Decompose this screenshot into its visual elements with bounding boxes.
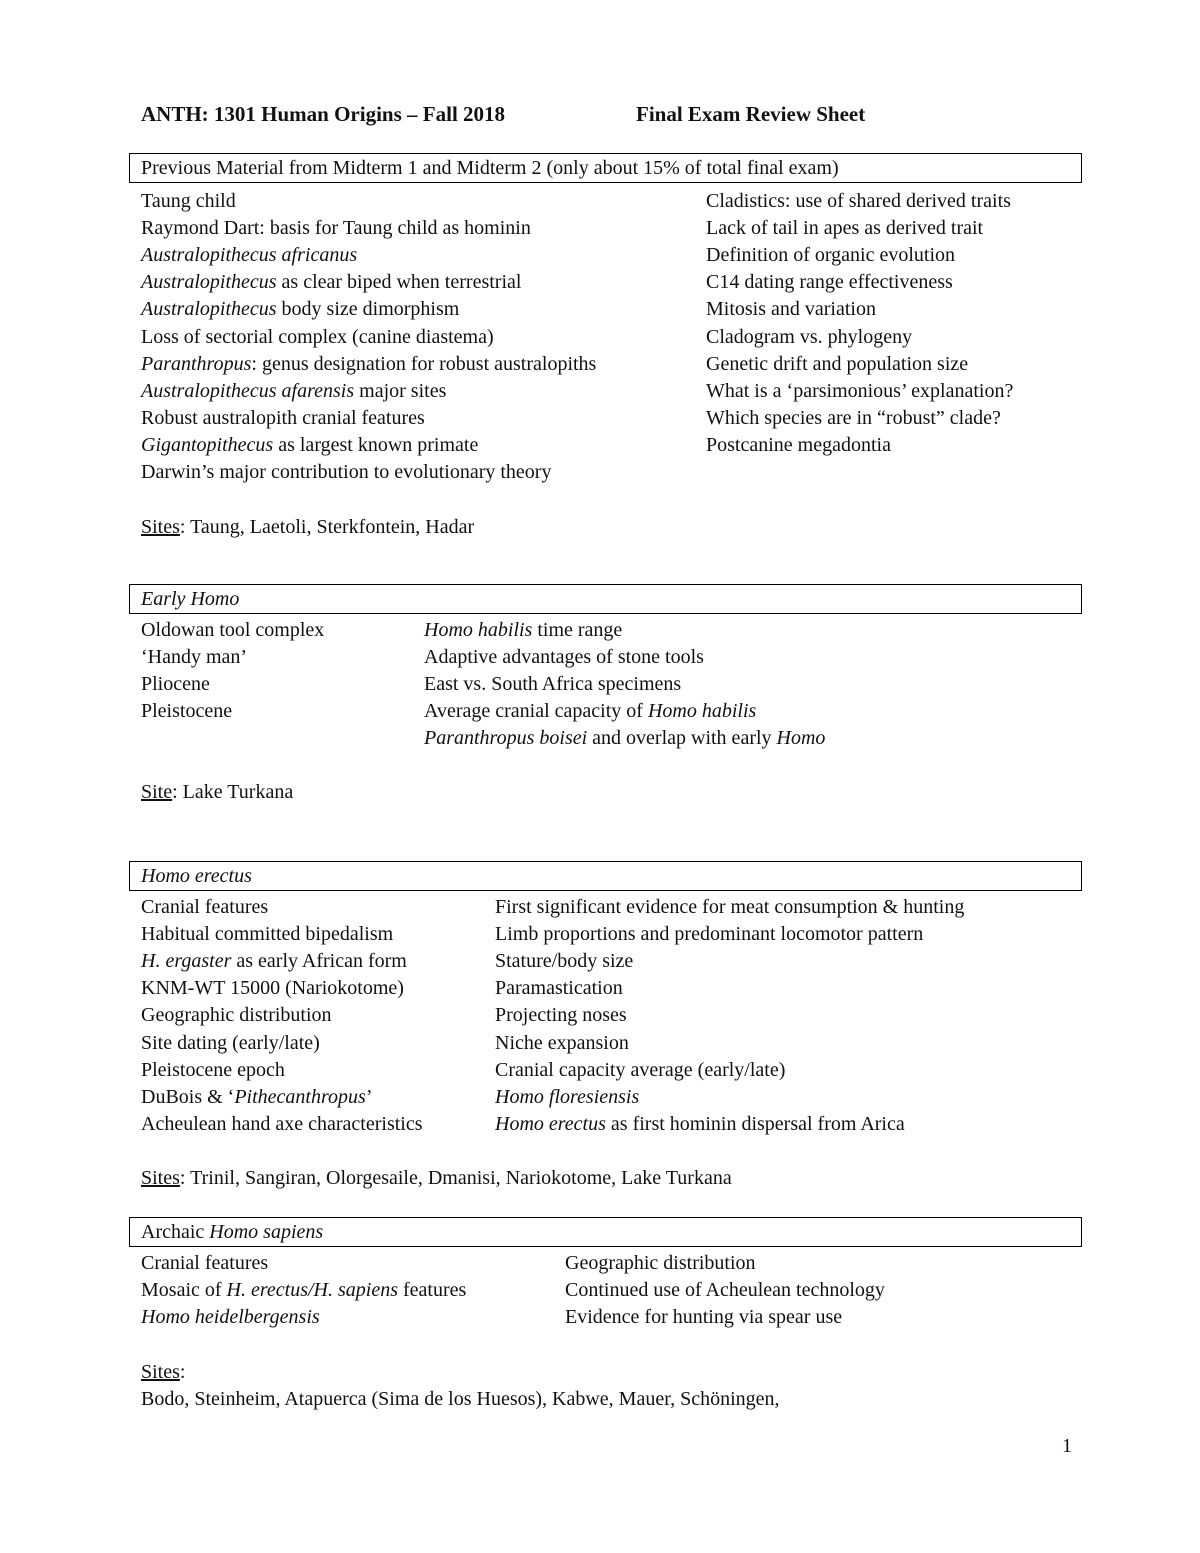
- review-item: [141, 698, 232, 724]
- review-item: [141, 1002, 332, 1028]
- review-item: [495, 894, 964, 920]
- italic-run: Early: [141, 588, 191, 610]
- review-item: [495, 1111, 905, 1137]
- review-item: [495, 1030, 629, 1056]
- text-run: Pliocene: [141, 673, 210, 696]
- review-item: [706, 215, 983, 241]
- text-run: Genetic drift and population size: [706, 352, 969, 375]
- review-item: [141, 269, 521, 295]
- review-item: [141, 242, 357, 268]
- sites-list: : Lake Turkana: [172, 781, 294, 803]
- text-run: as first hominin dispersal from Arica: [605, 1112, 905, 1135]
- review-item: [141, 1030, 320, 1056]
- sites-label: Sites: [141, 1167, 180, 1189]
- review-item: [424, 644, 704, 670]
- review-item: [141, 405, 425, 431]
- page-number: 1: [1062, 1435, 1072, 1457]
- review-item: [495, 1084, 639, 1110]
- text-run: Archaic: [141, 1221, 210, 1243]
- text-run: Adaptive advantages of stone tools: [424, 646, 704, 669]
- text-run: as largest known primate: [273, 433, 479, 456]
- text-run: as clear biped when terrestrial: [276, 271, 522, 294]
- text-run: Postcanine megadontia: [706, 433, 891, 456]
- text-run: major sites: [354, 379, 447, 402]
- review-item: [141, 324, 494, 350]
- italic-run: Homo erectus: [141, 865, 252, 887]
- italic-run: Australopithecus: [141, 271, 277, 294]
- text-run: Site dating (early/late): [141, 1031, 320, 1054]
- review-item: [495, 948, 633, 974]
- course-title: ANTH: 1301 Human Origins – Fall 2018: [141, 102, 506, 126]
- review-item: [424, 698, 756, 724]
- review-item: [495, 1002, 627, 1028]
- text-run: : genus designation for robust australopiths: [251, 352, 597, 375]
- text-run: Lack of tail in apes as derived trait: [706, 217, 984, 240]
- text-run: Evidence for hunting via spear use: [565, 1306, 843, 1329]
- italic-run: Homo: [776, 727, 826, 750]
- text-run: Niche expansion: [495, 1031, 629, 1054]
- text-run: Stature/body size: [495, 950, 634, 973]
- review-item: [141, 671, 210, 697]
- review-item: [706, 242, 955, 268]
- text-run: DuBois & ‘: [141, 1085, 235, 1108]
- review-item: [565, 1304, 842, 1330]
- review-item: [141, 1250, 268, 1276]
- section-header-box: [129, 584, 1082, 614]
- sites-list: :: [179, 1361, 186, 1383]
- italic-run: Paranthropus: [141, 352, 252, 375]
- italic-run: Australopithecus africanus: [141, 244, 358, 267]
- italic-run: Gigantopithecus: [141, 433, 274, 456]
- sites-line: [141, 1359, 185, 1385]
- text-run: Habitual committed bipedalism: [141, 923, 394, 946]
- review-item: [495, 921, 923, 947]
- italic-run: Australopithecus: [141, 298, 277, 321]
- italic-run: Homo heidelbergensis: [141, 1306, 320, 1329]
- review-item: [141, 921, 393, 947]
- text-run: Previous Material from Midterm 1 and Midterm 2 (only about 15% of total final exam): [141, 157, 839, 179]
- sites-label: Sites: [141, 1361, 180, 1383]
- review-item: [141, 432, 478, 458]
- review-item: [141, 296, 459, 322]
- sites-list: : Trinil, Sangiran, Olorgesaile, Dmanisi, Nariokotome, Lake Turkana: [179, 1167, 732, 1189]
- text-run: C14 dating range effectiveness: [706, 271, 953, 294]
- review-item: [141, 1111, 423, 1137]
- document-title: Final Exam Review Sheet: [636, 102, 866, 126]
- text-run: Loss of sectorial complex (canine diastema): [141, 325, 494, 348]
- sites-list-continued: Bodo, Steinheim, Atapuerca (Sima de los Huesos), Kabwe, Mauer, Schöningen,: [141, 1388, 780, 1410]
- text-run: body size dimorphism: [276, 298, 460, 321]
- review-item: [706, 188, 1011, 214]
- section-header-box: [129, 1217, 1082, 1247]
- text-run: What is a ‘parsimonious’ explanation?: [706, 379, 1014, 402]
- text-run: Projecting noses: [495, 1004, 627, 1027]
- text-run: Definition of organic evolution: [706, 244, 956, 267]
- sites-line: [141, 779, 293, 805]
- review-item: [706, 432, 891, 458]
- sites-line: [141, 514, 474, 540]
- italic-run: H. ergaster: [141, 950, 232, 973]
- text-run: Continued use of Acheulean technology: [565, 1279, 885, 1302]
- review-item: [706, 296, 876, 322]
- text-run: ’: [365, 1085, 373, 1108]
- review-item: [141, 644, 247, 670]
- text-run: time range: [532, 619, 623, 641]
- text-run: Oldowan tool complex: [141, 619, 325, 641]
- italic-run: Pithecanthropus: [234, 1085, 366, 1108]
- text-run: and overlap with early: [587, 727, 777, 750]
- sites-label: Site: [141, 781, 173, 803]
- review-item: [141, 1057, 285, 1083]
- review-item: [565, 1277, 885, 1303]
- review-item: [565, 1250, 756, 1276]
- text-run: features: [398, 1279, 467, 1302]
- review-item: [706, 378, 1013, 404]
- text-run: ‘Handy man’: [141, 646, 248, 669]
- review-item: [706, 351, 968, 377]
- text-run: East vs. South Africa specimens: [424, 673, 682, 696]
- text-run: Cladistics: use of shared derived traits: [706, 190, 1011, 212]
- review-item: [141, 617, 324, 643]
- text-run: Cranial features: [141, 1252, 269, 1274]
- text-run: Pleistocene epoch: [141, 1058, 285, 1081]
- italic-run: Homo sapiens: [209, 1221, 324, 1243]
- italic-run: Homo: [190, 588, 240, 610]
- review-item: [141, 948, 407, 974]
- review-item: [424, 671, 681, 697]
- sites-line: [141, 1165, 732, 1191]
- italic-run: H. erectus/H. sapiens: [226, 1279, 399, 1302]
- review-item: [141, 894, 268, 920]
- text-run: Cranial features: [141, 896, 269, 918]
- text-run: Mitosis and variation: [706, 298, 876, 321]
- text-run: Paramastication: [495, 977, 623, 1000]
- text-run: Raymond Dart: basis for Taung child as hominin: [141, 217, 531, 240]
- text-run: Cranial capacity average (early/late): [495, 1058, 786, 1081]
- text-run: Geographic distribution: [565, 1252, 756, 1274]
- text-run: Acheulean hand axe characteristics: [141, 1112, 423, 1135]
- text-run: Taung child: [141, 190, 236, 212]
- review-item: [141, 188, 236, 214]
- review-item: [495, 975, 623, 1001]
- review-item: [141, 1277, 466, 1303]
- text-run: Darwin’s major contribution to evolutionary theory: [141, 461, 552, 483]
- text-run: KNM-WT 15000 (Nariokotome): [141, 977, 404, 1000]
- review-item: [706, 405, 1001, 431]
- text-run: Geographic distribution: [141, 1004, 332, 1027]
- text-run: Which species are in “robust” clade?: [706, 406, 1001, 429]
- review-item: [141, 378, 446, 404]
- italic-run: Homo habilis: [424, 619, 533, 641]
- review-item: [424, 617, 622, 643]
- text-run: Robust australopith cranial features: [141, 406, 425, 429]
- review-item: [141, 459, 551, 485]
- italic-run: Homo floresiensis: [495, 1085, 640, 1108]
- text-run: Pleistocene: [141, 700, 233, 723]
- italic-run: Homo habilis: [647, 700, 757, 723]
- review-item: [424, 725, 825, 751]
- review-item: [706, 324, 912, 350]
- sites-label: Sites: [141, 516, 180, 538]
- italic-run: Paranthropus boisei: [424, 727, 588, 750]
- review-item: [141, 215, 531, 241]
- review-item: [706, 269, 953, 295]
- text-run: Limb proportions and predominant locomotor pattern: [495, 923, 924, 946]
- review-item: [141, 1304, 320, 1330]
- section-header-box: [129, 153, 1082, 183]
- review-item: [495, 1057, 785, 1083]
- review-item: [141, 1084, 372, 1110]
- text-run: Cladogram vs. phylogeny: [706, 325, 913, 348]
- review-item: [141, 351, 596, 377]
- text-run: as early African form: [231, 950, 407, 973]
- italic-run: Homo erectus: [495, 1112, 606, 1135]
- sites-list: : Taung, Laetoli, Sterkfontein, Hadar: [179, 516, 475, 538]
- text-run: Mosaic of: [141, 1279, 227, 1302]
- italic-run: Australopithecus afarensis: [141, 379, 355, 402]
- section-header-box: [129, 861, 1082, 891]
- review-item: [141, 975, 404, 1001]
- text-run: Average cranial capacity of: [424, 700, 648, 723]
- text-run: First significant evidence for meat consumption & hunting: [495, 896, 965, 918]
